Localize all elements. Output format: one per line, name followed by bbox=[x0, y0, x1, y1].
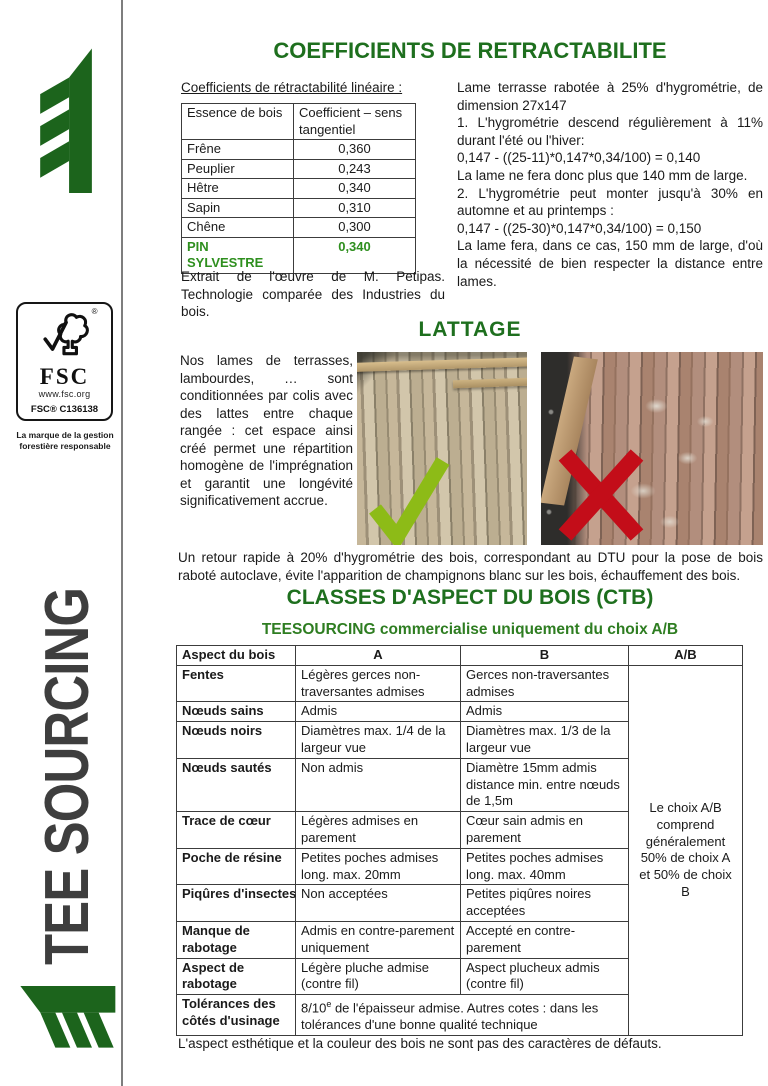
table-row bbox=[182, 198, 416, 218]
essence-value: 0,243 bbox=[294, 159, 416, 179]
section-title-classes: CLASSES D'ASPECT DU BOIS (CTB) bbox=[286, 586, 654, 609]
aspect-label: Nœuds sains bbox=[177, 702, 296, 722]
fsc-tree-icon bbox=[39, 307, 98, 366]
example-paragraph: 0,147 - ((25-11)*0,147*0,34/100) = 0,140 bbox=[457, 150, 701, 166]
choice-a-cell: Admis en contre-parement uniquement bbox=[296, 921, 461, 958]
footnote: L'aspect esthétique et la couleur des bois ne sont pas des caractères de défauts. bbox=[178, 1036, 662, 1051]
essence-name-highlight: PIN SYLVESTRE bbox=[182, 237, 294, 273]
example-paragraph: 0,147 - ((25-30)*0,147*0,34/100) = 0,150 bbox=[457, 220, 702, 236]
example-paragraph: 2. L'hygrométrie peut monter jusqu'à 30% en automne et au printemps : bbox=[457, 185, 763, 219]
choice-b-cell: Aspect plucheux admis (contre fil) bbox=[461, 958, 629, 995]
table-row bbox=[182, 159, 416, 179]
aspect-label: Piqûres d'insectes bbox=[177, 885, 296, 922]
essence-name: Sapin bbox=[182, 198, 294, 218]
table-row bbox=[182, 140, 416, 160]
header-ab: A/B bbox=[629, 646, 743, 666]
tolerances-cell bbox=[296, 995, 629, 1036]
wood-aspect-table bbox=[176, 645, 743, 1036]
example-paragraph: Lame terrasse rabotée à 25% d'hygrométrie, de dimension 27x147 bbox=[457, 80, 763, 113]
essence-value-highlight: 0,340 bbox=[294, 237, 416, 273]
ab-note-cell: Le choix A/B comprend généralement 50% de choix A et 50% de choix B bbox=[629, 665, 743, 1035]
essence-value: 0,300 bbox=[294, 218, 416, 238]
essence-value: 0,340 bbox=[294, 179, 416, 199]
cross-icon bbox=[549, 439, 653, 545]
aspect-label: Nœuds noirs bbox=[177, 722, 296, 759]
aspect-label: Trace de cœur bbox=[177, 812, 296, 849]
choice-a-cell: Légères admises en parement bbox=[296, 812, 461, 849]
photo-good-stacking bbox=[357, 352, 527, 545]
source-reference: Extrait de l'œuvre de M. Petipas. Technologie comparée des Industries du bois. bbox=[181, 269, 445, 319]
essence-name: Chêne bbox=[182, 218, 294, 238]
aspect-label: Aspect de rabotage bbox=[177, 958, 296, 995]
choice-b-cell: Cœur sain admis en parement bbox=[461, 812, 629, 849]
lattage-note: Un retour rapide à 20% d'hygrométrie des bois, correspondant au DTU pour la pose de bois raboté autoclave, évite l'apparition de champignons blanc sur les bois, échauffement des bois. bbox=[178, 550, 763, 583]
sidebar-divider bbox=[121, 0, 123, 1086]
wood-lath bbox=[453, 378, 527, 389]
essence-name: Frêne bbox=[182, 140, 294, 160]
choice-a-cell: Non admis bbox=[296, 758, 461, 811]
choice-b-cell: Accepté en contre-parement bbox=[461, 921, 629, 958]
teesourcing-logo-icon bbox=[24, 44, 102, 196]
aspect-label: Manque de rabotage bbox=[177, 921, 296, 958]
table-header-row bbox=[182, 104, 416, 140]
brand-name: TEE SOURCING bbox=[32, 587, 102, 965]
checkmark-icon bbox=[363, 449, 455, 545]
table-row bbox=[182, 218, 416, 238]
essence-name: Peuplier bbox=[182, 159, 294, 179]
table-header-row bbox=[177, 646, 743, 666]
choice-b-cell: Diamètres max. 1/3 de la largeur vue bbox=[461, 722, 629, 759]
essence-value: 0,360 bbox=[294, 140, 416, 160]
aspect-label: Tolérances des côtés d'usinage bbox=[177, 995, 296, 1036]
fsc-label bbox=[16, 302, 113, 421]
essence-name: Hêtre bbox=[182, 179, 294, 199]
header-aspect: Aspect du bois bbox=[177, 646, 296, 666]
table-row bbox=[177, 665, 743, 702]
teesourcing-mark-icon bbox=[17, 974, 117, 1058]
choice-a-cell: Admis bbox=[296, 702, 461, 722]
fsc-registered-mark: ® bbox=[91, 307, 98, 316]
choice-a-cell: Petites poches admises long. max. 20mm bbox=[296, 848, 461, 885]
choice-b-cell: Petites poches admises long. max. 40mm bbox=[461, 848, 629, 885]
choice-a-cell: Diamètres max. 1/4 de la largeur vue bbox=[296, 722, 461, 759]
brand-lockup bbox=[20, 564, 114, 1058]
classes-subtitle: TEESOURCING commercialise uniquement du choix A/B bbox=[261, 621, 679, 638]
choice-b-cell: Admis bbox=[461, 702, 629, 722]
example-paragraph: 1. L'hygrométrie descend régulièrement à 11% durant l'été ou l'hiver: bbox=[457, 115, 763, 148]
fsc-url: www.fsc.org bbox=[38, 389, 91, 399]
choice-a-cell: Non acceptées bbox=[296, 885, 461, 922]
coefficients-table bbox=[181, 103, 416, 274]
choice-b-cell: Diamètre 15mm admis distance min. entre nœuds de 1,5m bbox=[461, 758, 629, 811]
aspect-label: Nœuds sautés bbox=[177, 758, 296, 811]
header-essence: Essence de bois bbox=[182, 104, 294, 140]
tolerances-sup: e bbox=[326, 999, 332, 1010]
lattage-description: Nos lames de terrasses, lambourdes, … sont conditionnées par colis avec des lattes entre chaque rangée : cet espace ainsi créé permet une répartition homogène de l'imprégnation et garantit une longévité significativement accrue. bbox=[180, 353, 353, 508]
choice-a-cell: Légères gerces non-traversantes admises bbox=[296, 665, 461, 702]
choice-a-cell: Légère pluche admise (contre fil) bbox=[296, 958, 461, 995]
fsc-caption: La marque de la gestion forestière responsable bbox=[16, 430, 114, 451]
section-title-lattage: LATTAGE bbox=[418, 318, 522, 341]
essence-value: 0,310 bbox=[294, 198, 416, 218]
choice-b-cell: Gerces non-traversantes admises bbox=[461, 665, 629, 702]
photo-bad-stacking bbox=[541, 352, 763, 545]
tolerances-rest: de l'épaisseur admise. Autres cotes : dans les tolérances d'une bonne qualité technique bbox=[301, 1000, 599, 1033]
example-paragraph: La lame ne fera donc plus que 140 mm de large. bbox=[457, 167, 748, 183]
table-row bbox=[182, 179, 416, 199]
header-a: A bbox=[296, 646, 461, 666]
choice-b-cell: Petites piqûres noires acceptées bbox=[461, 885, 629, 922]
page-title: COEFFICIENTS DE RETRACTABILITE bbox=[273, 38, 667, 63]
aspect-label: Fentes bbox=[177, 665, 296, 702]
coefficients-caption: Coefficients de rétractabilité linéaire : bbox=[181, 80, 403, 95]
fsc-license-number: FSC® C136138 bbox=[30, 404, 99, 415]
fsc-acronym: FSC bbox=[39, 364, 90, 389]
example-paragraph: La lame fera, dans ce cas, 150 mm de large, d'où la nécessité de bien respecter la distance entre lames. bbox=[457, 238, 763, 289]
header-b: B bbox=[461, 646, 629, 666]
hygrometry-example bbox=[457, 79, 763, 290]
aspect-label: Poche de résine bbox=[177, 848, 296, 885]
wood-lath bbox=[357, 357, 527, 372]
header-coefficient: Coefficient – sens tangentiel bbox=[294, 104, 416, 140]
tolerances-base: 8/10 bbox=[301, 1000, 327, 1016]
